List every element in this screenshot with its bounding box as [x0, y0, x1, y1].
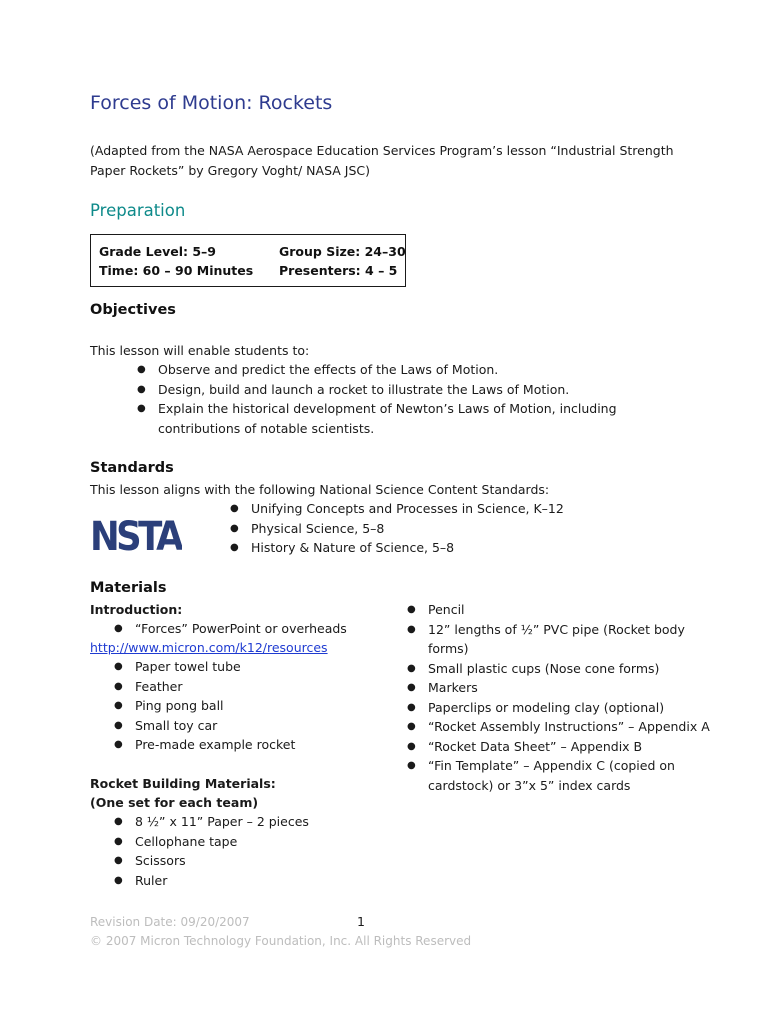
list-item: ● Markers	[428, 678, 710, 698]
bullet-icon: ●	[114, 700, 123, 711]
list-item: ● Ruler	[135, 871, 309, 891]
list-item: ● Pre-made example rocket	[135, 735, 295, 755]
rocket-materials-label: Rocket Building Materials:	[90, 776, 276, 791]
nsta-logo	[90, 514, 182, 554]
bullet-icon: ●	[230, 542, 239, 553]
list-item: ● “Rocket Data Sheet” – Appendix B	[428, 737, 710, 757]
presenters: Presenters: 4 – 5	[279, 263, 398, 278]
standards-heading: Standards	[90, 460, 174, 476]
materials-heading: Materials	[90, 580, 167, 596]
list-item: ● History & Nature of Science, 5–8	[251, 538, 564, 558]
bullet-icon: ●	[114, 623, 123, 634]
introduction-label: Introduction:	[90, 602, 183, 617]
group-size: Group Size: 24–30	[279, 244, 406, 259]
list-item: ● Small toy car	[135, 716, 295, 736]
materials-right-list	[407, 600, 710, 795]
list-item: ● “Forces” PowerPoint or overheads	[135, 619, 347, 639]
bullet-icon: ●	[114, 874, 123, 886]
list-item: ● Explain the historical development of Newton’s Laws of Motion, including	[158, 399, 617, 419]
list-item: ● “Fin Template” – Appendix C (copied on	[428, 756, 710, 776]
list-item: ● Paperclips or modeling clay (optional)	[428, 698, 710, 718]
list-item: ● 12” lengths of ½” PVC pipe (Rocket body	[428, 620, 710, 640]
bullet-icon: ●	[407, 623, 416, 635]
objectives-intro: This lesson will enable students to:	[90, 343, 310, 358]
resources-link[interactable]: http://www.micron.com/k12/resources	[90, 640, 328, 655]
list-item: ● Design, build and launch a rocket to illustrate the Laws of Motion.	[158, 380, 617, 400]
list-item-continuation: contributions of notable scientists.	[158, 420, 375, 436]
list-item: ● Feather	[135, 677, 295, 697]
adapted-line-1: (Adapted from the NASA Aerospace Education Services Program’s lesson “Industrial Strength	[90, 143, 674, 158]
svg-text:NSTA: NSTA	[90, 514, 182, 554]
nsta-logo-graphic	[90, 514, 182, 554]
bullet-icon: ●	[407, 604, 416, 615]
list-item: ● “Rocket Assembly Instructions” – Appendix A	[428, 717, 710, 737]
grade-level: Grade Level: 5–9	[99, 244, 216, 259]
bullet-icon: ●	[230, 522, 239, 534]
bullet-icon: ●	[114, 739, 123, 750]
introduction-list-2	[114, 657, 296, 755]
bullet-icon: ●	[114, 855, 123, 866]
adapted-note	[90, 141, 674, 180]
list-item: ● Cellophane tape	[135, 832, 309, 852]
list-item: ● Ping pong ball	[135, 696, 295, 716]
list-item: ● Unifying Concepts and Processes in Science, K–12	[251, 499, 564, 519]
page-number: 1	[357, 914, 365, 929]
preparation-box	[90, 234, 406, 287]
bullet-icon: ●	[114, 835, 123, 847]
bullet-icon: ●	[114, 816, 123, 827]
bullet-icon: ●	[114, 661, 123, 672]
bullet-icon: ●	[137, 364, 146, 375]
bullet-icon: ●	[407, 760, 416, 771]
list-item: ● 8 ½” x 11” Paper – 2 pieces	[135, 812, 309, 832]
bullet-icon: ●	[407, 740, 416, 752]
bullet-icon: ●	[137, 403, 146, 414]
time: Time: 60 – 90 Minutes	[99, 263, 254, 278]
list-item: ● Observe and predict the effects of the Laws of Motion.	[158, 360, 617, 380]
revision-date: Revision Date: 09/20/2007	[90, 915, 250, 929]
list-item: ● Scissors	[135, 851, 309, 871]
copyright: © 2007 Micron Technology Foundation, Inc. All Rights Reserved	[90, 934, 472, 948]
list-item-continuation: forms)	[428, 641, 469, 656]
adapted-line-2: Paper Rockets” by Gregory Voght/ NASA JSC)	[90, 162, 370, 178]
rocket-materials-list	[114, 812, 309, 890]
list-item: ● Paper towel tube	[135, 657, 295, 677]
preparation-heading: Preparation	[90, 201, 186, 220]
objectives-heading: Objectives	[90, 302, 176, 318]
bullet-icon: ●	[114, 719, 123, 731]
rocket-materials-sublabel: (One set for each team)	[90, 795, 259, 810]
bullet-icon: ●	[407, 721, 416, 732]
page-title: Forces of Motion: Rockets	[90, 92, 333, 114]
bullet-icon: ●	[407, 682, 416, 693]
bullet-icon: ●	[137, 383, 146, 395]
bullet-icon: ●	[230, 503, 239, 514]
list-item: ● Pencil	[428, 600, 710, 620]
list-item-continuation: cardstock) or 3”x 5” index cards	[428, 777, 631, 793]
bullet-icon: ●	[407, 701, 416, 713]
bullet-icon: ●	[407, 662, 416, 674]
standards-list	[230, 499, 564, 558]
list-item: ● Small plastic cups (Nose cone forms)	[428, 659, 710, 679]
objectives-list	[137, 360, 617, 438]
standards-intro: This lesson aligns with the following National Science Content Standards:	[90, 482, 550, 497]
bullet-icon: ●	[114, 680, 123, 692]
introduction-list	[114, 619, 347, 639]
list-item: ● Physical Science, 5–8	[251, 519, 564, 539]
